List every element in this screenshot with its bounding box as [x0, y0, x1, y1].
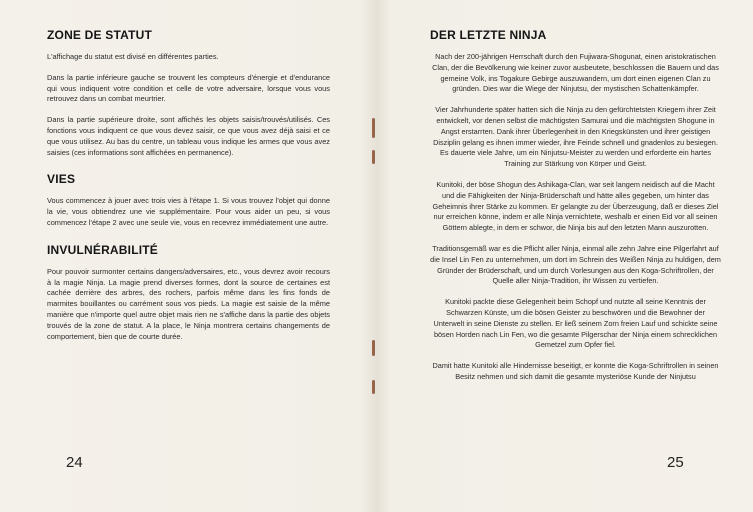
paragraph: Dans la partie supérieure droite, sont affichés les objets saisis/trouvés/utilisés. Ces fonctions vous indiquent ce que vous devez saisir, ce que vous avez déjà saisi et ce que vous utilisez. Au bas du centre, un tableau vous indique les armes que vous avez saisies (ces informations sont affichées en permanence). [47, 115, 330, 157]
section-vies [47, 172, 330, 228]
right-column [430, 28, 721, 393]
paragraph: Damit hatte Kunitoki alle Hindernisse beseitigt, er konnte die Koga-Schriftrollen in seinen Besitz nehmen und sich damit die gesamte mysteriöse Kunde der Ninjutsu [432, 361, 719, 381]
left-column [47, 28, 330, 352]
binding-mark [372, 118, 375, 138]
page-number: 25 [667, 454, 684, 471]
section-heading: INVULNÉRABILITÉ [47, 242, 158, 257]
paragraph: Pour pouvoir surmonter certains dangers/adversaires, etc., vous devrez avoir recours à la magie Ninja. La magie prend diverses formes, dont la source de certaines est cachée derrière des arbres, des rochers, parfois même dans les fins fonds de marmites bouillantes ou carrément sous vos pieds. La magie est saisie de la même manière que n'importe quel autre objet mais rien ne s'affiche dans la partie des objets trouvés de la zone de statut. A la place, le Ninja montrera certains changements de comportement, bien que de courte durée. [47, 266, 330, 341]
binding-mark [372, 380, 375, 394]
paragraph: Kunitoki, der böse Shogun des Ashikaga-Clan, war seit langem neidisch auf die Macht und die Fähigkeiten der Ninja-Brüderschaft und hätte alles gegeben, um hinter das Geheimnis ihrer Stärke zu kommen. Er gelangte zu der Überzeugung, daß er dieses Ziel nur erreichen könne, indem er alle Ninja vernichtete, weshalb er einen Eid vor all seinen Göttern ablegte, in dem er schwor, die Ninja bis auf den letzten Mann auszurotten. [432, 179, 719, 233]
page-title: DER LETZTE NINJA [430, 28, 547, 42]
section-zone-de-statut [47, 28, 330, 158]
page-number: 24 [66, 454, 83, 471]
section-heading: VIES [47, 172, 76, 187]
paragraph: Kunitoki packte diese Gelegenheit beim Schopf und nutzte all seine Kenntnis der Schwarzen Künste, um die bösen Geister zu beschwören und die Bewohner der Unterwelt in seine Dienste zu stellen. Er ließ seinem Zorn freien Lauf und schickte seine bösen Horden nach Lin Fen, wo die gesamte Pilgerschar der Ninja einem schrecklichen Gemetzel zum Opfer fiel. [433, 297, 718, 350]
paragraph: L'affichage du statut est divisé en différentes parties. [47, 52, 219, 61]
binding-mark [372, 340, 375, 356]
paragraph: Dans la partie inférieure gauche se trouvent les compteurs d'énergie et d'endurance qui vous indiquent votre condition et celle de votre adversaire, lorsque vous vous retrouvez dans un combat meurtrier. [47, 72, 330, 104]
section-heading: ZONE DE STATUT [47, 28, 153, 42]
paragraph: Nach der 200-jährigen Herrschaft durch den Fujiwara-Shogunat, einen aristokratischen Clan, der die Bevölkerung wie keiner zuvor ausbeutete, beschlossen die Bauern und das gemeine Volk, ins Togakure Gebirge auszuwandern, um dort einen eigenen Clan zu gründen. Dies war die Wiege der Ninjutsu, der mystischen Schattenkämpfer. [432, 52, 719, 94]
section-invulnerabilite [47, 243, 330, 343]
binding-mark [372, 150, 375, 164]
paragraph: Vier Jahrhunderte später hatten sich die Ninja zu den gefürchtetsten Kriegern ihrer Zeit entwickelt, vor denen selbst die mächtigsten Samurai und die mächtigsten Shogune in Angst erstarrten. Dank ihrer Überlegenheit in den Kriegskünsten und ihrer geistigen Disziplin gelang es ihnen immer wieder, ihre Feinde schnell und gnadenlos zu besiegen. Es dauerte viele Jahre, um ein Ninjutsu-Meister zu werden und erforderte ein hartes Training zur Stärkung von Körper und Geist. [433, 105, 718, 169]
paragraph: Vous commencez à jouer avec trois vies à l'étape 1. Si vous trouvez l'objet qui donne la vie, vous obtiendrez une vie supplémentaire. Pour vous aider un peu, si vous commencez l'étape 2 avec une seule vie, vous en recevrez immédiatement une autre. [47, 196, 330, 227]
right-page [376, 0, 753, 512]
left-page [0, 0, 376, 512]
paragraph: Traditionsgemäß war es die Pflicht aller Ninja, einmal alle zehn Jahre eine Pilgerfahrt auf die Insel Lin Fen zu unternehmen, um dort im Schrein des Weißen Ninja zu huldigen, dem Gründer der Brüderschaft, und um durch Vorlesungen aus den Koga-Schriftrollen, der Quelle aller Ninja-Tradition, ihr Wissen zu vertiefen. [430, 243, 721, 286]
